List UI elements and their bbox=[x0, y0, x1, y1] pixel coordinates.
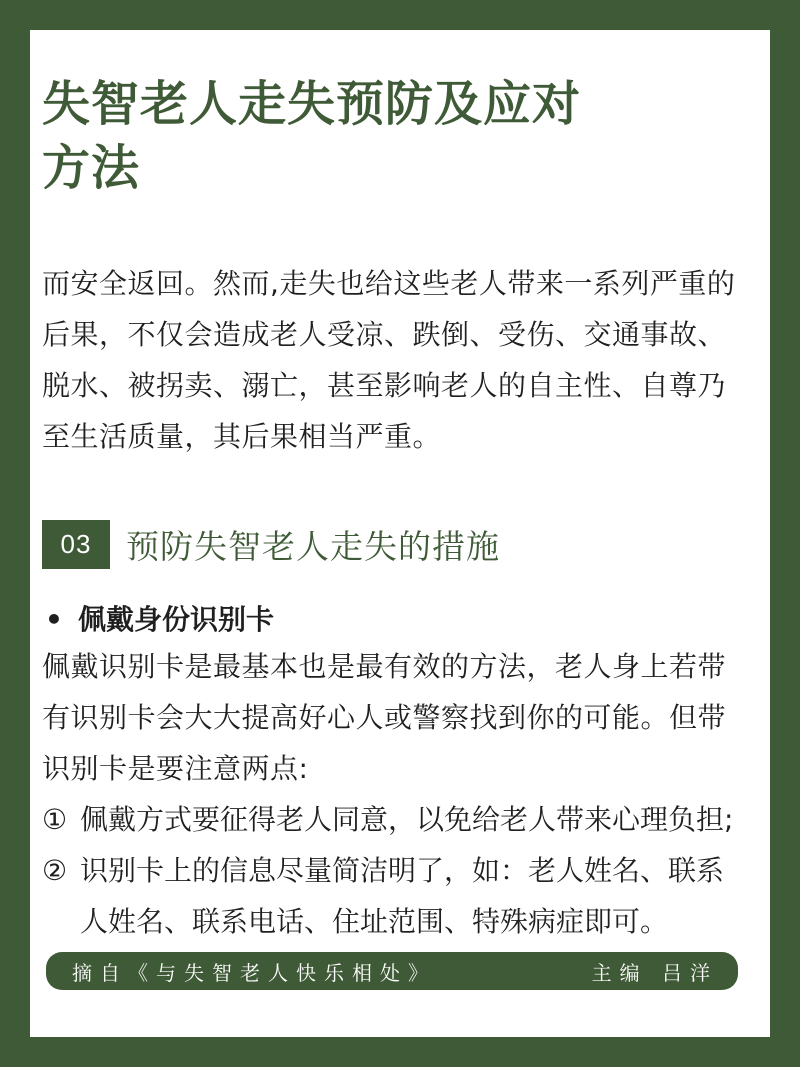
footer-source: 摘自《与失智老人快乐相处》 bbox=[72, 960, 436, 985]
footer-editor: 主编 吕洋 bbox=[591, 960, 718, 985]
circled-number-two-icon: ② bbox=[42, 854, 68, 887]
bullet-icon: • bbox=[45, 603, 63, 636]
intro-paragraph: 而安全返回。然而,走失也给这些老人带来一系列严重的后果，不仅会造成老人受凉、跌倒、受伤、交通事故、脱水、被拐卖、溺亡，甚至影响老人的自主性、自尊乃至生活质量，其后果相当严重。 bbox=[42, 267, 736, 453]
bullet-heading bbox=[42, 599, 742, 641]
page-title bbox=[42, 72, 742, 200]
document-content bbox=[42, 72, 742, 947]
page-title-line-1: 失智老人走失预防及应对 bbox=[42, 76, 582, 132]
body-paragraph: 佩戴识别卡是最基本也是最有效的方法，老人身上若带有识别卡会大大提高好心人或警察找到你的可能。但带识别卡是要注意两点: bbox=[42, 650, 727, 785]
section-title: 预防失智老人走失的措施 bbox=[126, 527, 500, 566]
numbered-item bbox=[42, 794, 742, 845]
section-header bbox=[42, 520, 742, 569]
numbered-item-text: 识别卡上的信息尽量简洁明了，如：老人姓名、联系人姓名、联系电话、住址范围、特殊病症即可。 bbox=[80, 854, 725, 938]
page-title-line-2: 方法 bbox=[42, 140, 141, 196]
numbered-item bbox=[42, 845, 742, 947]
numbered-item-text: 佩戴方式要征得老人同意，以免给老人带来心理负担; bbox=[80, 803, 734, 836]
source-footer bbox=[46, 952, 738, 990]
bullet-heading-text: 佩戴身份识别卡 bbox=[78, 603, 275, 636]
section-number-badge: 03 bbox=[42, 520, 110, 569]
circled-number-one-icon: ① bbox=[42, 803, 68, 836]
